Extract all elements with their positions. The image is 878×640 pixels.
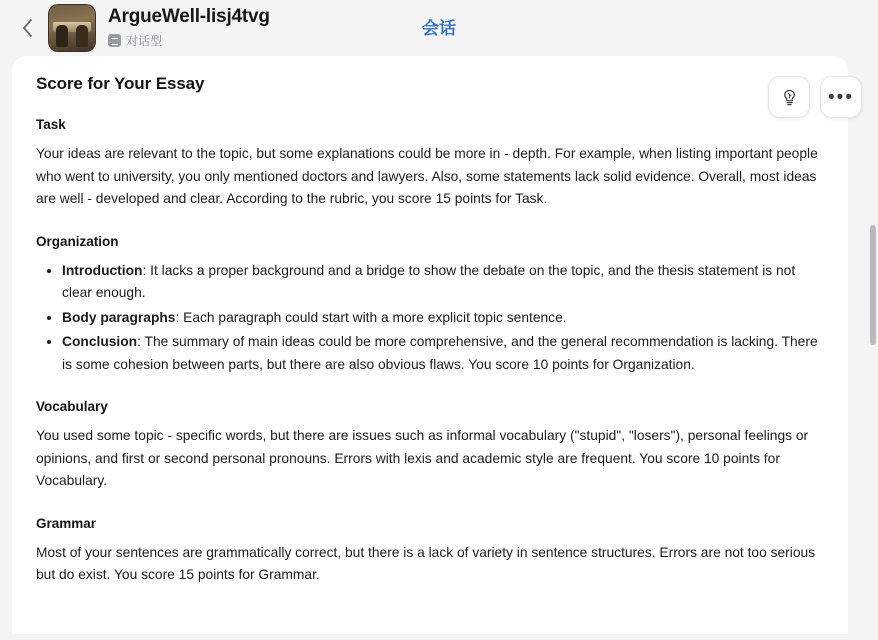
avatar[interactable] [48, 4, 96, 52]
scrollbar[interactable] [870, 60, 876, 630]
section-heading-grammar: Grammar [36, 515, 97, 531]
message-card-content [12, 56, 848, 634]
app-type-label: 对话型 [126, 33, 163, 48]
message-card [12, 56, 848, 634]
page-title: ArgueWell-lisj4tvg [108, 6, 270, 28]
app-subtitle-row [108, 32, 270, 49]
bullet-label-body-paragraphs: Body paragraphs [62, 309, 176, 325]
section-heading-vocabulary: Vocabulary [36, 399, 108, 414]
bullet-text-body-paragraphs: : Each paragraph could start with a more explicit topic sentence. [175, 309, 567, 325]
bullet-label-conclusion: Conclusion [62, 334, 138, 349]
list-item [62, 260, 824, 305]
list-item [62, 307, 824, 330]
list-item [62, 331, 824, 376]
brain-idea-icon [780, 88, 799, 107]
header-title-block [108, 7, 270, 49]
back-button[interactable] [14, 15, 40, 41]
chat-bubble-icon [108, 34, 121, 47]
more-options-button[interactable] [820, 76, 862, 118]
organization-bullet-list [36, 260, 824, 377]
conversation-link[interactable]: 会话 [422, 19, 456, 38]
section-heading-task: Task [36, 117, 66, 132]
bullet-text-introduction: : It lacks a proper background and a bridge to show the debate on the topic, and the thesis statement is not clear enough. [62, 262, 796, 300]
section-heading-organization: Organization [36, 233, 119, 249]
bullet-text-conclusion: : The summary of main ideas could be more comprehensive, and the general recommendation is lacking. There is some cohesion between parts, but there are also obvious flaws. You score 10 points for Organization. [62, 334, 818, 372]
section-paragraph-grammar: Most of your sentences are grammatically correct, but there is a lack of variety in sentence structures. Errors are not too serious but do exist. You score 15 points for Grammar. [36, 544, 816, 582]
chevron-left-icon [22, 19, 33, 37]
more-options-label: ••• [828, 86, 854, 108]
app-header [0, 0, 878, 56]
scrollbar-thumb[interactable] [870, 225, 876, 345]
brain-idea-button[interactable] [768, 76, 810, 118]
score-heading: Score for Your Essay [36, 74, 205, 93]
bullet-label-introduction: Introduction [62, 262, 143, 278]
floating-action-buttons [768, 76, 862, 118]
section-paragraph-task: Your ideas are relevant to the topic, but some explanations could be more in - depth. For example, when listing important people who went to university, you only mentioned doctors and lawyers. Also, some statements lack solid evidence. Overall, most ideas are well - developed and clear. According to the rubric, you score 15 points for Task. [36, 146, 818, 206]
avatar-figure-left [56, 25, 68, 47]
section-paragraph-vocabulary: You used some topic - specific words, but there are issues such as informal vocabulary ("stupid", "losers"), personal feelings or opinions, and first or second personal pronouns. Errors with lexis and academic style are frequent. You score 10 points for Vocabulary. [36, 428, 809, 488]
avatar-figure-right [76, 25, 88, 47]
